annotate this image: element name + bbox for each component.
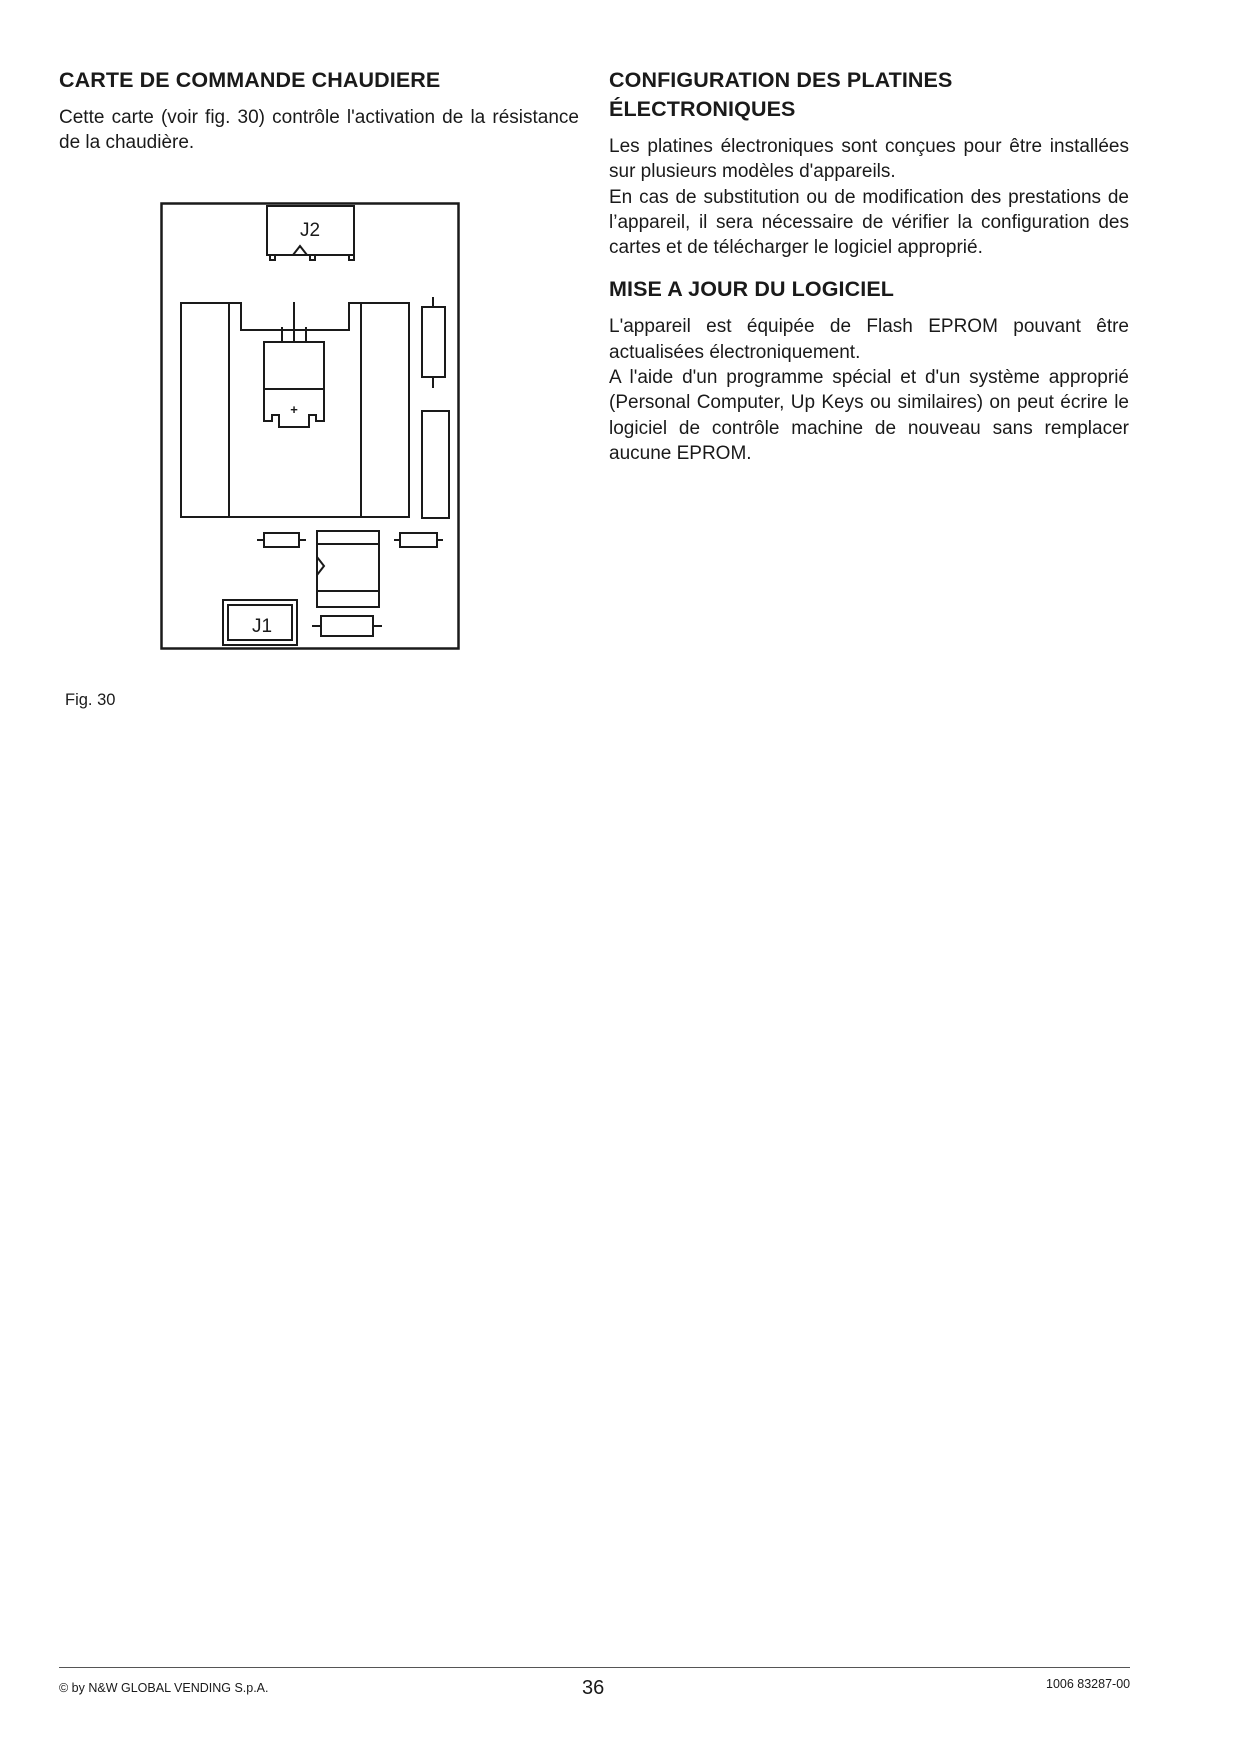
- resistor-bottom: [312, 616, 382, 636]
- connector-j2-label: J2: [299, 220, 321, 241]
- connector-j1: [223, 600, 297, 645]
- software-update-paragraph-1: L'appareil est équipée de Flash EPROM pouvant être actualisées électroniquement.: [609, 316, 1129, 363]
- figure-caption: Fig. 30: [65, 691, 116, 709]
- left-column: [59, 66, 579, 156]
- boiler-board-paragraph: Cette carte (voir fig. 30) contrôle l'activation de la résistance de la chaudière.: [59, 107, 579, 154]
- section-heading-software-update: MISE A JOUR DU LOGICIEL: [609, 277, 895, 302]
- center-component: [317, 531, 379, 607]
- page-number: 36: [582, 1677, 605, 1699]
- vertical-component: [422, 411, 449, 518]
- right-column: [609, 66, 1129, 466]
- section-heading-configuration: CONFIGURATION DES PLATINES ÉLECTRONIQUES: [609, 68, 953, 121]
- configuration-paragraph-2: En cas de substitution ou de modification des prestations de l’appareil, il sera nécessaire de vérifier la configuration des cartes et de télécharger le logiciel approprié.: [609, 186, 1129, 259]
- connector-j2: [267, 206, 354, 260]
- resistor-left: [257, 533, 306, 547]
- capacitor-plus-label: +: [290, 402, 298, 417]
- footer-divider: [59, 1667, 1130, 1668]
- circuit-board-diagram: [160, 202, 460, 650]
- footer-copyright: © by N&W GLOBAL VENDING S.p.A.: [59, 1681, 269, 1695]
- resistor-right: [394, 533, 443, 547]
- configuration-paragraph-1: Les platines électroniques sont conçues pour être installées sur plusieurs modèles d'appareils.: [609, 136, 1129, 183]
- software-update-paragraph-2: A l'aide d'un programme spécial et d'un système approprié (Personal Computer, Up Keys ou similaires) on peut écrire le logiciel de contrôle machine de nouveau sans remplacer aucune EPROM.: [609, 367, 1129, 464]
- vertical-resistor: [422, 297, 445, 388]
- capacitor: [264, 302, 324, 427]
- document-code: 1006 83287-00: [1046, 1677, 1131, 1691]
- connector-j1-label: J1: [251, 616, 273, 637]
- section-heading-boiler-board: CARTE DE COMMANDE CHAUDIERE: [59, 68, 441, 92]
